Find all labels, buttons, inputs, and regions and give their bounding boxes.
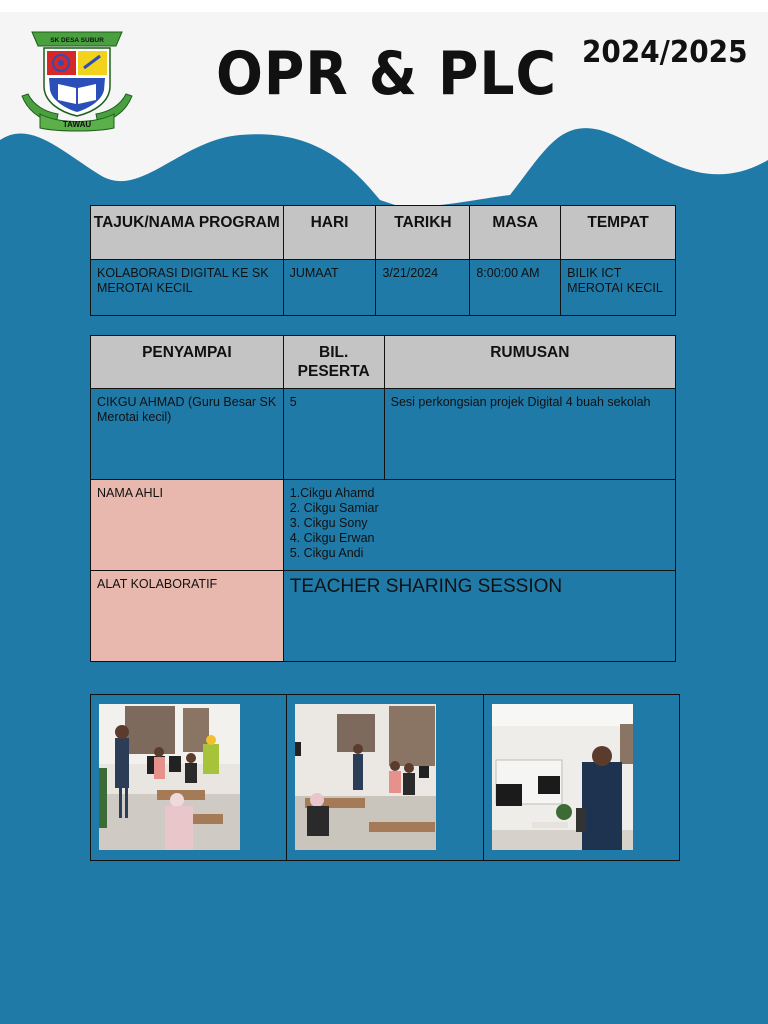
photo-cell <box>287 695 483 860</box>
member-item: 4. Cikgu Erwan <box>289 531 375 545</box>
members-label: NAMA AHLI <box>91 480 284 571</box>
header-rumusan: RUMUSAN <box>384 336 675 389</box>
member-item: 1.Cikgu Ahamd <box>289 486 375 500</box>
header-tajuk: TAJUK/NAMA PROGRAM <box>91 206 284 260</box>
header-penyampai: PENYAMPAI <box>91 336 284 389</box>
classroom-photo-1 <box>99 704 240 850</box>
classroom-photo-3 <box>492 704 633 850</box>
header-tempat: TEMPAT <box>561 206 676 260</box>
header-hari: HARI <box>283 206 376 260</box>
cell-time: 8:00:00 AM <box>470 260 561 316</box>
tool-value: TEACHER SHARING SESSION <box>283 571 675 662</box>
member-item: 3. Cikgu Sony <box>289 516 368 530</box>
cell-participant-count: 5 <box>283 389 384 480</box>
photo-cell <box>91 695 287 860</box>
year-label: 2024/2025 <box>582 35 748 70</box>
page-title: OPR & PLC <box>216 39 557 109</box>
photo-cell <box>484 695 679 860</box>
members-list <box>283 480 675 571</box>
member-item: 5. Cikgu Andi <box>289 546 364 560</box>
cell-program-name: KOLABORASI DIGITAL KE SK MEROTAI KECIL <box>91 260 284 316</box>
header-tarikh: TARIKH <box>376 206 470 260</box>
logo-top-text: SK DESA SUBUR <box>50 37 104 44</box>
cell-place: BILIK ICT MEROTAI KECIL <box>561 260 676 316</box>
member-item: 2. Cikgu Samiar <box>289 501 379 515</box>
tool-label: ALAT KOLABORATIF <box>91 571 284 662</box>
program-table <box>90 205 676 316</box>
photo-gallery <box>90 694 680 861</box>
header-masa: MASA <box>470 206 561 260</box>
school-logo <box>18 28 136 132</box>
classroom-photo-2 <box>295 704 436 850</box>
cell-day: JUMAAT <box>283 260 376 316</box>
detail-table <box>90 335 676 662</box>
cell-summary: Sesi perkongsian projek Digital 4 buah sekolah <box>384 389 675 480</box>
cell-date: 3/21/2024 <box>376 260 470 316</box>
header-bil-peserta: BIL. PESERTA <box>283 336 384 389</box>
logo-bottom-text: TAWAU <box>62 120 92 129</box>
cell-presenter: CIKGU AHMAD (Guru Besar SK Merotai kecil) <box>91 389 284 480</box>
